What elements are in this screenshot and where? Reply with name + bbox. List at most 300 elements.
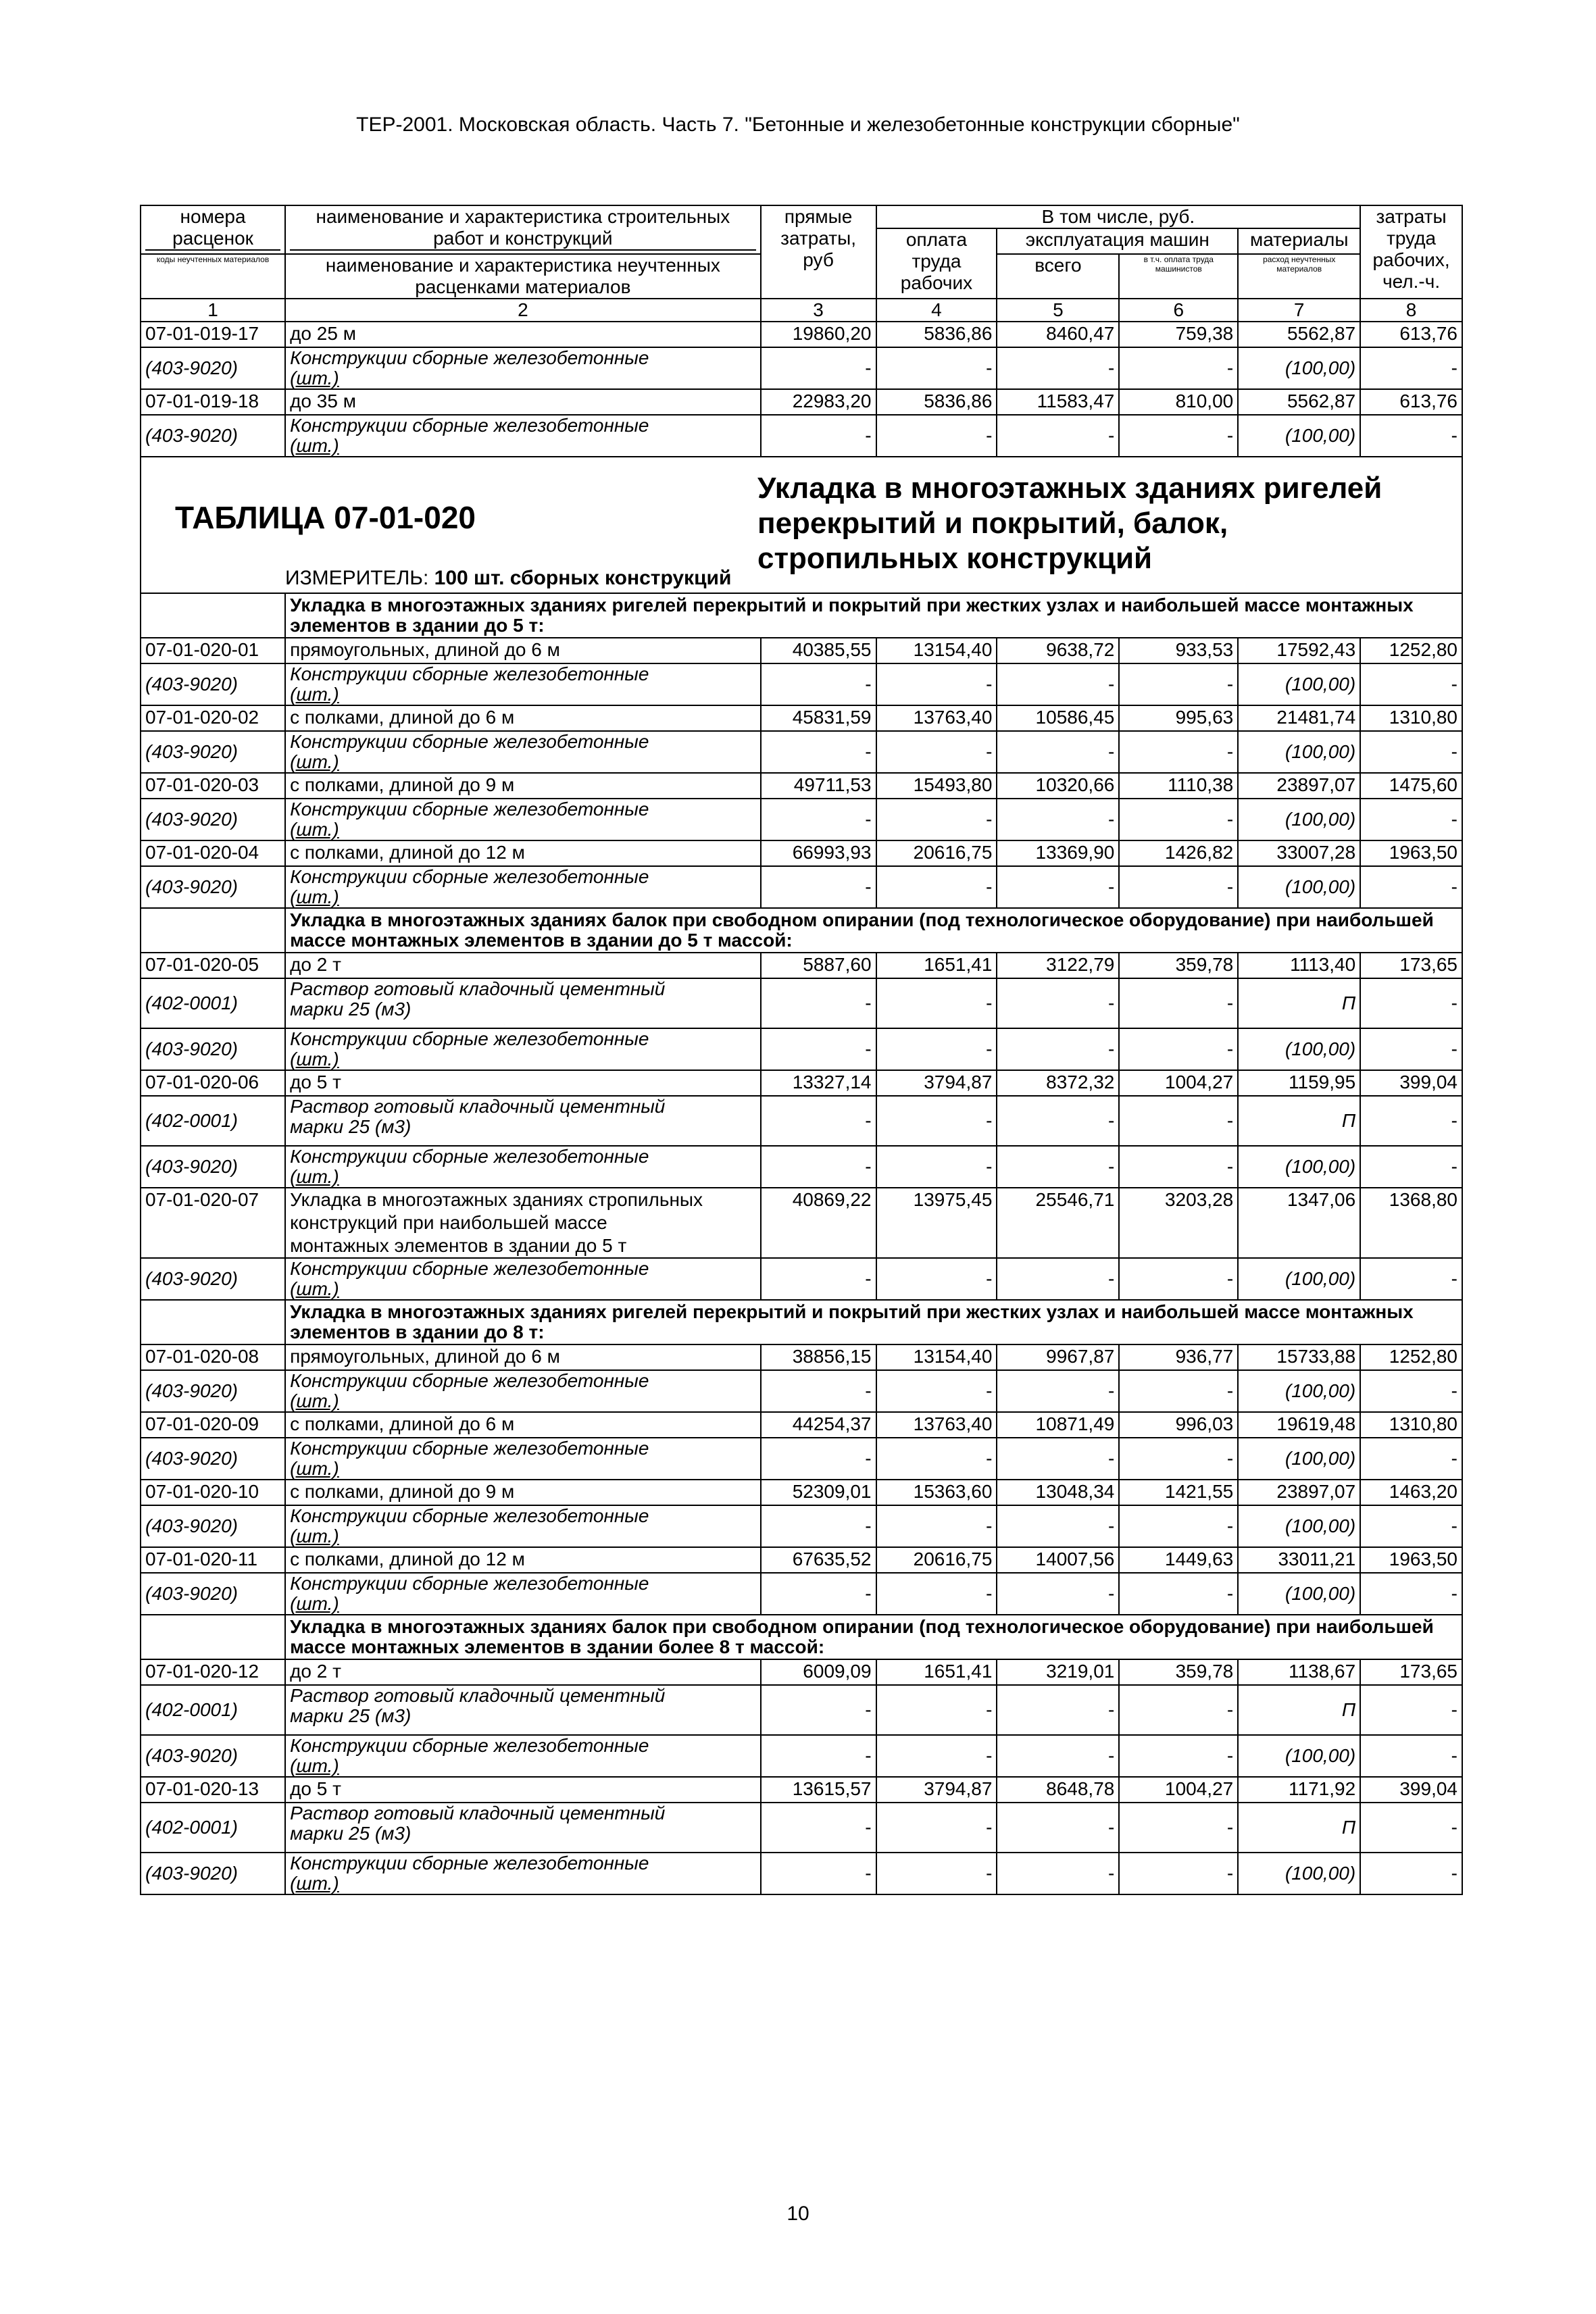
resource-row: [141, 1803, 1462, 1853]
material-name: [285, 1146, 761, 1188]
material-amount: (100,00): [1238, 1438, 1360, 1480]
rate-code: 07-01-020-11: [141, 1547, 285, 1573]
dash-cell: -: [1119, 1803, 1238, 1853]
dash-cell: -: [1360, 347, 1462, 389]
rate-code: 07-01-020-03: [141, 773, 285, 799]
column-number-row: [141, 299, 1462, 322]
dash-cell: -: [997, 978, 1119, 1028]
material-name-line: Раствор готовый кладочный цементный: [290, 1685, 666, 1706]
material-unit: (шт.): [290, 751, 339, 772]
dash-cell: -: [997, 731, 1119, 773]
material-name-line: Раствор готовый кладочный цементный: [290, 1096, 666, 1117]
value-cell: 45831,59: [761, 705, 876, 731]
dash-cell: -: [761, 1735, 876, 1777]
material-name: [285, 1803, 761, 1853]
col2-header: [285, 205, 761, 254]
dash-cell: -: [1360, 1853, 1462, 1894]
material-name-line: марки 25 (м3): [290, 1705, 412, 1726]
material-name-line: Конструкции сборные железобетонные: [290, 1370, 649, 1391]
material-unit: (шт.): [290, 886, 339, 907]
rate-code: 07-01-020-12: [141, 1659, 285, 1685]
value-cell: 359,78: [1119, 1659, 1238, 1685]
rate-code: 07-01-020-13: [141, 1777, 285, 1803]
value-cell: 10871,49: [997, 1412, 1119, 1438]
table-row: [141, 638, 1462, 663]
material-amount: (100,00): [1238, 1028, 1360, 1070]
material-name-line: Конструкции сборные железобетонные: [290, 415, 649, 436]
resource-row: [141, 1146, 1462, 1188]
dash-cell: -: [1119, 1258, 1238, 1300]
resource-row: [141, 1685, 1462, 1735]
section-heading: Укладка в многоэтажных зданиях балок при свободном опирании (под технологическое оборудование) при наибольшей массе монтажных элементов в здании более 8 т массой:: [285, 1615, 1462, 1659]
resource-row: [141, 799, 1462, 840]
value-cell: 17592,43: [1238, 638, 1360, 663]
dash-cell: -: [876, 1685, 997, 1735]
col1-header-line1: номера: [180, 206, 246, 227]
table-row: [141, 389, 1462, 415]
material-unit: (шт.): [290, 819, 339, 840]
value-cell: 995,63: [1119, 705, 1238, 731]
dash-cell: -: [1360, 415, 1462, 457]
resource-row: [141, 347, 1462, 389]
dash-cell: -: [1119, 1573, 1238, 1615]
resource-row: [141, 1028, 1462, 1070]
value-cell: 5562,87: [1238, 389, 1360, 415]
material-name: [285, 731, 761, 773]
work-name-line: с полками, длиной до 6 м: [290, 707, 515, 728]
table-row: [141, 705, 1462, 731]
work-name-line: монтажных элементов в здании до 5 т: [290, 1235, 627, 1256]
dash-cell: -: [761, 866, 876, 908]
dash-cell: -: [1360, 978, 1462, 1028]
machines-header: эксплуатация машин: [997, 228, 1238, 254]
value-cell: 67635,52: [761, 1547, 876, 1573]
material-code: (402-0001): [141, 1803, 285, 1853]
value-cell: 10320,66: [997, 773, 1119, 799]
value-cell: 40869,22: [761, 1188, 876, 1258]
dash-cell: -: [761, 1146, 876, 1188]
value-cell: 1368,80: [1360, 1188, 1462, 1258]
material-name: [285, 1258, 761, 1300]
dash-cell: -: [876, 1096, 997, 1146]
dash-cell: -: [1119, 731, 1238, 773]
value-cell: 11583,47: [997, 389, 1119, 415]
dash-cell: -: [1360, 1258, 1462, 1300]
work-name-line: с полками, длиной до 9 м: [290, 1481, 515, 1502]
value-cell: 9967,87: [997, 1344, 1119, 1370]
material-code: (403-9020): [141, 1735, 285, 1777]
rate-code: 07-01-020-05: [141, 953, 285, 978]
col1-sub-header: коды неучтенных материалов: [141, 254, 285, 299]
col-number: 4: [876, 299, 997, 322]
value-cell: 13154,40: [876, 1344, 997, 1370]
resource-row: [141, 663, 1462, 705]
value-cell: 8460,47: [997, 322, 1119, 347]
material-code: (403-9020): [141, 415, 285, 457]
col-number: 1: [141, 299, 285, 322]
group-header: В том числе, руб.: [876, 205, 1361, 228]
work-name: [285, 322, 761, 347]
value-cell: 173,65: [1360, 1659, 1462, 1685]
material-amount: (100,00): [1238, 799, 1360, 840]
blank-cell: [141, 593, 285, 638]
dash-cell: -: [876, 1146, 997, 1188]
resource-row: [141, 731, 1462, 773]
material-unit: (шт.): [290, 435, 339, 456]
dash-cell: -: [1119, 1146, 1238, 1188]
table-row: [141, 840, 1462, 866]
work-name-line: до 2 т: [290, 954, 341, 975]
dash-cell: -: [997, 1258, 1119, 1300]
dash-cell: -: [997, 1853, 1119, 1894]
rate-code: 07-01-020-07: [141, 1188, 285, 1258]
material-unit: (шт.): [290, 1755, 339, 1776]
value-cell: 1426,82: [1119, 840, 1238, 866]
table-row: [141, 1188, 1462, 1258]
value-cell: 173,65: [1360, 953, 1462, 978]
value-cell: 5836,86: [876, 389, 997, 415]
material-name: [285, 1685, 761, 1735]
rate-code: 07-01-020-01: [141, 638, 285, 663]
rate-code: 07-01-020-02: [141, 705, 285, 731]
material-unit: (шт.): [290, 1390, 339, 1411]
section-heading-row: [141, 593, 1462, 638]
dash-cell: -: [876, 978, 997, 1028]
work-name: [285, 389, 761, 415]
dash-cell: -: [1119, 663, 1238, 705]
dash-cell: -: [1360, 1735, 1462, 1777]
material-name: [285, 978, 761, 1028]
work-name: [285, 840, 761, 866]
material-amount: (100,00): [1238, 1853, 1360, 1894]
material-name: [285, 663, 761, 705]
material-code: (403-9020): [141, 1370, 285, 1412]
material-unit: (шт.): [290, 1278, 339, 1299]
value-cell: 1110,38: [1119, 773, 1238, 799]
dash-cell: -: [876, 1028, 997, 1070]
resource-row: [141, 978, 1462, 1028]
work-name-line: до 5 т: [290, 1072, 341, 1092]
work-name-line: с полками, длиной до 12 м: [290, 842, 525, 863]
page-number: 10: [787, 2203, 809, 2225]
work-name: [285, 1344, 761, 1370]
work-name: [285, 1777, 761, 1803]
material-code: (403-9020): [141, 1573, 285, 1615]
value-cell: 996,03: [1119, 1412, 1238, 1438]
material-amount: П: [1238, 1096, 1360, 1146]
dash-cell: -: [876, 1370, 997, 1412]
resource-row: [141, 1258, 1462, 1300]
table-row: [141, 1412, 1462, 1438]
value-cell: 15363,60: [876, 1480, 997, 1505]
material-unit: (шт.): [290, 1458, 339, 1479]
dash-cell: -: [1119, 866, 1238, 908]
material-amount: (100,00): [1238, 1505, 1360, 1547]
value-cell: 759,38: [1119, 322, 1238, 347]
material-unit: (шт.): [290, 1873, 339, 1894]
work-name-line: до 2 т: [290, 1661, 341, 1682]
resource-row: [141, 866, 1462, 908]
col2-sub-header: [285, 254, 761, 299]
dash-cell: -: [1119, 1096, 1238, 1146]
material-amount: (100,00): [1238, 663, 1360, 705]
material-name: [285, 1735, 761, 1777]
rate-code: 07-01-019-17: [141, 322, 285, 347]
value-cell: 613,76: [1360, 389, 1462, 415]
value-cell: 40385,55: [761, 638, 876, 663]
value-cell: 1963,50: [1360, 1547, 1462, 1573]
col8-header: затраты труда рабочих, чел.-ч.: [1360, 205, 1462, 299]
blank-cell: [141, 1300, 285, 1344]
material-code: (403-9020): [141, 663, 285, 705]
value-cell: 13615,57: [761, 1777, 876, 1803]
value-cell: 10586,45: [997, 705, 1119, 731]
dash-cell: -: [761, 1685, 876, 1735]
dash-cell: -: [1119, 1505, 1238, 1547]
work-name: [285, 1070, 761, 1096]
resource-row: [141, 1853, 1462, 1894]
material-code: (402-0001): [141, 1096, 285, 1146]
value-cell: 33011,21: [1238, 1547, 1360, 1573]
col-number: 8: [1360, 299, 1462, 322]
col-number: 6: [1119, 299, 1238, 322]
value-cell: 8648,78: [997, 1777, 1119, 1803]
value-cell: 3219,01: [997, 1659, 1119, 1685]
value-cell: 1138,67: [1238, 1659, 1360, 1685]
dash-cell: -: [761, 1853, 876, 1894]
dash-cell: -: [761, 1258, 876, 1300]
material-code: (402-0001): [141, 1685, 285, 1735]
value-cell: 13369,90: [997, 840, 1119, 866]
col2-header-line2: работ и конструкций: [290, 228, 756, 251]
value-cell: 1159,95: [1238, 1070, 1360, 1096]
work-name-line: с полками, длиной до 9 м: [290, 774, 515, 795]
col7-header: расход неучтенных материалов: [1238, 254, 1360, 299]
work-name-line: с полками, длиной до 12 м: [290, 1549, 525, 1569]
material-amount: (100,00): [1238, 1370, 1360, 1412]
dash-cell: -: [997, 663, 1119, 705]
col2-header-line1: наименование и характеристика строительных: [316, 206, 730, 227]
section-heading-row: [141, 1615, 1462, 1659]
dash-cell: -: [1119, 1735, 1238, 1777]
value-cell: 5562,87: [1238, 322, 1360, 347]
value-cell: 9638,72: [997, 638, 1119, 663]
dash-cell: -: [876, 1438, 997, 1480]
work-name: [285, 705, 761, 731]
table-heading: Укладка в многоэтажных зданиях ригелей перекрытий и покрытий, балок, стропильных конструкций: [757, 472, 1382, 575]
measure-label: ИЗМЕРИТЕЛЬ:: [285, 567, 429, 589]
dash-cell: -: [1360, 1685, 1462, 1735]
value-cell: 3794,87: [876, 1777, 997, 1803]
dash-cell: -: [1119, 978, 1238, 1028]
dash-cell: -: [997, 1096, 1119, 1146]
work-name: [285, 1188, 761, 1258]
material-name: [285, 347, 761, 389]
material-name: [285, 1028, 761, 1070]
col3-header: прямые затраты, руб: [761, 205, 876, 299]
value-cell: 399,04: [1360, 1777, 1462, 1803]
col-number: 3: [761, 299, 876, 322]
value-cell: 52309,01: [761, 1480, 876, 1505]
materials-header: материалы: [1238, 228, 1360, 254]
dash-cell: -: [1360, 866, 1462, 908]
value-cell: 13048,34: [997, 1480, 1119, 1505]
col-number: 7: [1238, 299, 1360, 322]
work-name: [285, 773, 761, 799]
dash-cell: -: [997, 1735, 1119, 1777]
material-amount: (100,00): [1238, 731, 1360, 773]
value-cell: 20616,75: [876, 840, 997, 866]
col2-sub-header-line2: расценками материалов: [415, 276, 631, 297]
dash-cell: -: [761, 347, 876, 389]
material-amount: П: [1238, 1803, 1360, 1853]
material-code: (402-0001): [141, 978, 285, 1028]
value-cell: 1475,60: [1360, 773, 1462, 799]
table-row: [141, 322, 1462, 347]
resource-row: [141, 1370, 1462, 1412]
dash-cell: -: [876, 1258, 997, 1300]
material-name-line: Конструкции сборные железобетонные: [290, 1505, 649, 1526]
section-heading: Укладка в многоэтажных зданиях ригелей перекрытий и покрытий при жестких узлах и наибольшей массе монтажных элементов в здании до 8 т:: [285, 1300, 1462, 1344]
value-cell: 20616,75: [876, 1547, 997, 1573]
dash-cell: -: [1119, 1370, 1238, 1412]
work-name-line: с полками, длиной до 6 м: [290, 1413, 515, 1434]
value-cell: 5836,86: [876, 322, 997, 347]
dash-cell: -: [761, 663, 876, 705]
material-name-line: Конструкции сборные железобетонные: [290, 1258, 649, 1279]
value-cell: 1113,40: [1238, 953, 1360, 978]
work-name-line: прямоугольных, длиной до 6 м: [290, 1346, 560, 1367]
value-cell: 15493,80: [876, 773, 997, 799]
material-amount: П: [1238, 1685, 1360, 1735]
material-name-line: Конструкции сборные железобетонные: [290, 1853, 649, 1873]
table-row: [141, 1659, 1462, 1685]
value-cell: 22983,20: [761, 389, 876, 415]
material-amount: (100,00): [1238, 1735, 1360, 1777]
value-cell: 933,53: [1119, 638, 1238, 663]
material-name: [285, 1505, 761, 1547]
work-name-line: конструкций при наибольшей массе: [290, 1212, 607, 1233]
dash-cell: -: [997, 1803, 1119, 1853]
material-amount: П: [1238, 978, 1360, 1028]
material-name-line: Конструкции сборные железобетонные: [290, 347, 649, 368]
value-cell: 23897,07: [1238, 773, 1360, 799]
material-name-line: марки 25 (м3): [290, 999, 412, 1020]
material-name-line: Конструкции сборные железобетонные: [290, 799, 649, 820]
dash-cell: -: [1360, 1096, 1462, 1146]
material-name-line: марки 25 (м3): [290, 1823, 412, 1844]
material-code: (403-9020): [141, 866, 285, 908]
material-amount: (100,00): [1238, 866, 1360, 908]
dash-cell: -: [997, 1685, 1119, 1735]
resource-row: [141, 1438, 1462, 1480]
material-name: [285, 1438, 761, 1480]
material-unit: (шт.): [290, 1166, 339, 1187]
dash-cell: -: [997, 799, 1119, 840]
rate-code: 07-01-020-08: [141, 1344, 285, 1370]
material-name: [285, 1096, 761, 1146]
dash-cell: -: [761, 799, 876, 840]
col1-header: [141, 205, 285, 254]
dash-cell: -: [761, 1505, 876, 1547]
dash-cell: -: [876, 799, 997, 840]
value-cell: 1651,41: [876, 953, 997, 978]
material-name-line: Конструкции сборные железобетонные: [290, 1146, 649, 1167]
value-cell: 1421,55: [1119, 1480, 1238, 1505]
col5-header: всего: [997, 254, 1119, 299]
material-name: [285, 1853, 761, 1894]
value-cell: 21481,74: [1238, 705, 1360, 731]
material-unit: (шт.): [290, 1049, 339, 1070]
table-row: [141, 1070, 1462, 1096]
value-cell: 6009,09: [761, 1659, 876, 1685]
blank-cell: [141, 1615, 285, 1659]
rate-code: 07-01-020-09: [141, 1412, 285, 1438]
work-name-line: до 5 т: [290, 1778, 341, 1799]
dash-cell: -: [876, 663, 997, 705]
dash-cell: -: [1119, 799, 1238, 840]
blank-cell: [141, 908, 285, 953]
resource-row: [141, 1096, 1462, 1146]
dash-cell: -: [1360, 799, 1462, 840]
rate-code: 07-01-020-06: [141, 1070, 285, 1096]
dash-cell: -: [761, 1370, 876, 1412]
dash-cell: -: [1360, 731, 1462, 773]
table-row: [141, 1777, 1462, 1803]
work-name: [285, 1547, 761, 1573]
dash-cell: -: [997, 1146, 1119, 1188]
measure-line: [285, 567, 731, 590]
section-heading: Укладка в многоэтажных зданиях ригелей перекрытий и покрытий при жестких узлах и наибольшей массе монтажных элементов в здании до 5 т:: [285, 593, 1462, 638]
resource-row: [141, 1573, 1462, 1615]
dash-cell: -: [1360, 1438, 1462, 1480]
dash-cell: -: [1119, 1853, 1238, 1894]
material-unit: (шт.): [290, 1526, 339, 1546]
value-cell: 25546,71: [997, 1188, 1119, 1258]
material-code: (403-9020): [141, 731, 285, 773]
rate-code: 07-01-020-10: [141, 1480, 285, 1505]
dash-cell: -: [876, 1853, 997, 1894]
table-row: [141, 953, 1462, 978]
dash-cell: -: [1360, 663, 1462, 705]
resource-row: [141, 1735, 1462, 1777]
value-cell: 3122,79: [997, 953, 1119, 978]
material-unit: (шт.): [290, 1593, 339, 1614]
value-cell: 23897,07: [1238, 1480, 1360, 1505]
value-cell: 1449,63: [1119, 1547, 1238, 1573]
dash-cell: -: [761, 731, 876, 773]
value-cell: 1963,50: [1360, 840, 1462, 866]
value-cell: 3203,28: [1119, 1188, 1238, 1258]
value-cell: 13763,40: [876, 705, 997, 731]
dash-cell: -: [761, 1096, 876, 1146]
dash-cell: -: [1360, 1803, 1462, 1853]
dash-cell: -: [1360, 1573, 1462, 1615]
material-name: [285, 415, 761, 457]
material-code: (403-9020): [141, 1438, 285, 1480]
material-name-line: Конструкции сборные железобетонные: [290, 866, 649, 887]
material-code: (403-9020): [141, 1146, 285, 1188]
dash-cell: -: [997, 1573, 1119, 1615]
dash-cell: -: [1119, 1685, 1238, 1735]
material-name-line: Конструкции сборные железобетонные: [290, 663, 649, 684]
value-cell: 8372,32: [997, 1070, 1119, 1096]
value-cell: 13763,40: [876, 1412, 997, 1438]
table-number: ТАБЛИЦА 07-01-020: [175, 500, 476, 535]
col-number: 5: [997, 299, 1119, 322]
dash-cell: -: [997, 1370, 1119, 1412]
material-amount: (100,00): [1238, 1258, 1360, 1300]
